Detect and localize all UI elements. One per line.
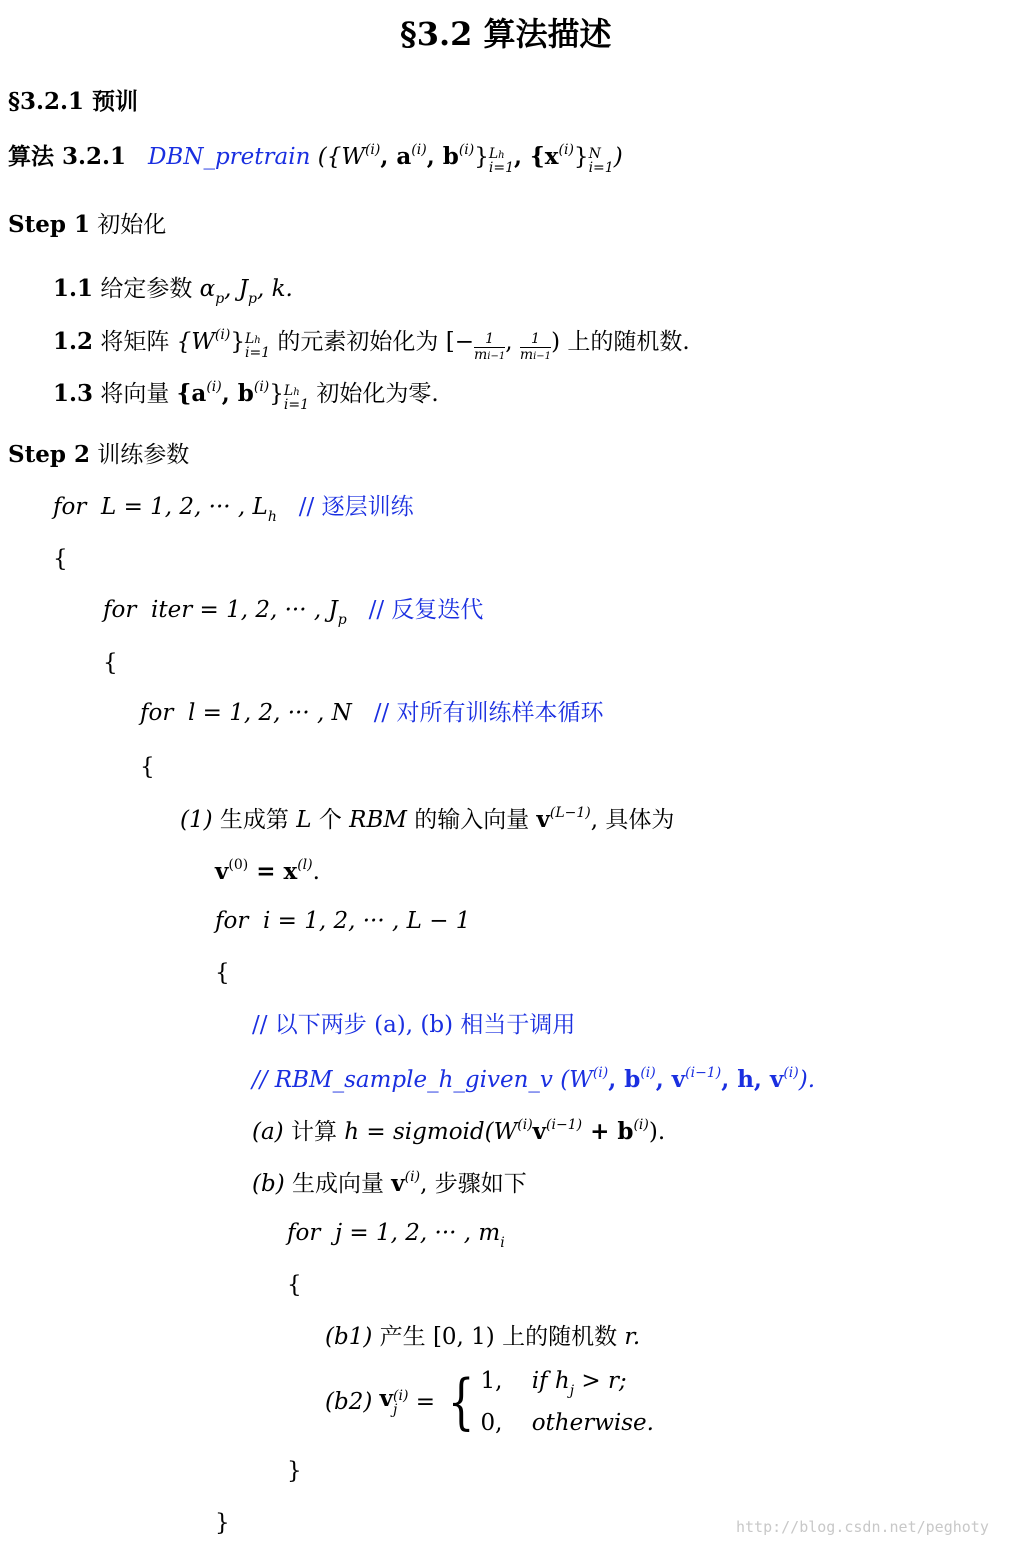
sub: p [215, 291, 225, 307]
text: 生成第 [219, 807, 289, 833]
algo-arg: ({W [317, 144, 365, 170]
sup: (i) [640, 1065, 656, 1081]
supsub [284, 384, 309, 412]
loop-expr: j = 1, 2, ··· , m [334, 1220, 501, 1246]
step-a [252, 1118, 665, 1144]
comment: , b [608, 1066, 641, 1093]
item-label: (b2) [325, 1388, 373, 1415]
sub-h: h [254, 335, 261, 346]
item-label: (b1) [325, 1324, 373, 1350]
sub-i1: i=1 [244, 345, 271, 361]
gen-input [180, 806, 674, 832]
loop-iter [103, 599, 483, 627]
supsub [245, 332, 270, 360]
sup: (i) [253, 379, 270, 395]
page-title: §3.2 算法描述 [400, 15, 612, 53]
brace-open-4: { [215, 960, 230, 986]
sub-i1: i=1 [588, 160, 614, 176]
sup-Lh: L [283, 383, 294, 399]
loop-samples [140, 702, 604, 725]
substep-text: 将矩阵 [100, 329, 170, 355]
math: , k. [256, 276, 293, 302]
sup: (l) [297, 857, 313, 873]
math: . [312, 859, 320, 885]
case-value: 0, [480, 1409, 503, 1436]
substep-text: 给定参数 [100, 276, 193, 302]
sup: (i) [633, 1117, 649, 1133]
step1-heading [8, 213, 166, 237]
sub: i [500, 1235, 505, 1251]
text: 上的随机数 [502, 1324, 618, 1350]
denominator: m [473, 347, 488, 363]
keyword-for: for [103, 597, 137, 623]
math: {a [176, 380, 207, 407]
sup: (i) [393, 1388, 409, 1405]
comment: // 反复迭代 [368, 597, 484, 623]
case-cond: if h [531, 1368, 570, 1394]
brace-close-5: } [287, 1458, 302, 1484]
numerator: 1 [520, 332, 551, 348]
text: 的输入向量 [414, 807, 530, 833]
supsub [589, 147, 614, 175]
brace-open-2: { [103, 650, 118, 676]
algo-arg: , a [380, 143, 412, 170]
algo-arg: ) [613, 144, 623, 170]
cases [481, 1362, 654, 1443]
substep-text: 上的随机数. [567, 329, 690, 355]
math: v [536, 806, 550, 833]
comment: // RBM_sample_h_given_v (W [252, 1067, 593, 1093]
denominator: m [519, 347, 534, 363]
cases-brace: { [448, 1367, 475, 1438]
brace-open-3: { [140, 754, 155, 780]
math: ) [551, 329, 561, 355]
item-label: (a) [252, 1119, 284, 1145]
math: L [296, 807, 312, 833]
substep-text: 的元素初始化为 [277, 329, 439, 355]
case-value: 1, [480, 1368, 503, 1394]
text: 生成向量 [291, 1171, 384, 1197]
sub: p [248, 291, 257, 307]
math: + b [582, 1118, 634, 1145]
sup-N: N [588, 146, 601, 162]
comment: , h, v [721, 1066, 784, 1093]
step-1-3 [53, 380, 439, 412]
step-text: 初始化 [97, 212, 167, 238]
loop-expr: i = 1, 2, ··· , L − 1 [262, 908, 471, 934]
case-1 [481, 1362, 654, 1404]
text: 计算 [290, 1119, 337, 1145]
math: } [230, 329, 245, 355]
sup: (i) [592, 1065, 609, 1081]
text: 产生 [379, 1324, 426, 1350]
comment: // 逐层训练 [298, 494, 414, 520]
sub-h: h [293, 387, 300, 398]
math: RBM [349, 807, 407, 833]
step2-heading [8, 443, 189, 467]
step-label: Step 1 [8, 211, 90, 238]
math: α [199, 276, 216, 302]
algo-arg: } [474, 144, 489, 170]
algo-arg: } [573, 144, 589, 170]
section-heading: §3.2.1 预训 [8, 88, 139, 115]
math: v [215, 858, 229, 885]
loop-expr: L = 1, 2, ··· , L [100, 494, 268, 520]
sub-h: h [498, 150, 505, 161]
keyword-for: for [140, 700, 174, 726]
sup: (i) [783, 1065, 799, 1081]
sup: (i) [558, 142, 574, 158]
math: = [415, 1388, 435, 1415]
loop-layer [53, 496, 414, 524]
substep-text: 将向量 [100, 381, 170, 407]
sup: (i−1) [685, 1065, 722, 1081]
step-b2 [325, 1362, 654, 1443]
sup: (i) [206, 379, 222, 395]
sup-Lh: L [488, 146, 499, 162]
step-text: 训练参数 [97, 442, 190, 468]
comment: , v [655, 1066, 686, 1093]
math: = x [248, 858, 298, 885]
sub: h [267, 509, 277, 525]
sub: j [569, 1383, 575, 1399]
substep-label: 1.2 [53, 328, 94, 355]
sub: p [337, 612, 347, 628]
keyword-for: for [287, 1220, 321, 1246]
keyword-for: for [53, 494, 87, 520]
step-label: Step 2 [8, 441, 90, 468]
sup: (i) [517, 1117, 533, 1133]
substep-label: 1.1 [53, 275, 94, 302]
algorithm-header [8, 143, 623, 175]
brace-close-4: } [215, 1510, 230, 1536]
loop-expr: l = 1, 2, ··· , N [187, 700, 352, 726]
keyword-for: for [215, 908, 249, 934]
substep-text: 初始化为零. [316, 381, 439, 407]
case-cond: > r; [574, 1368, 627, 1394]
math: [− [445, 329, 474, 355]
brace-open-1: { [53, 546, 68, 572]
numerator: 1 [474, 332, 505, 348]
step-b [252, 1170, 527, 1196]
loop-j [287, 1222, 505, 1250]
sub-i1: i=1 [283, 397, 310, 413]
math: } [269, 381, 284, 407]
supsub [393, 1389, 408, 1417]
comment-2 [252, 1066, 815, 1092]
sup: (i) [404, 1169, 421, 1185]
step-1-1 [53, 277, 293, 306]
watermark: http://blog.csdn.net/peghoty [736, 1518, 989, 1536]
comment: // 对所有训练样本循环 [373, 700, 604, 726]
math: h = sigmoid(W [344, 1119, 518, 1145]
algorithm-name: DBN_pretrain [147, 144, 311, 170]
fraction [520, 332, 551, 364]
sup: (i−1) [546, 1117, 583, 1133]
math: , J [224, 276, 248, 302]
case-cond: otherwise. [531, 1409, 654, 1436]
sup: (0) [228, 857, 249, 873]
sup-Lh: L [244, 331, 255, 347]
comment: ). [798, 1067, 816, 1093]
sub: j [393, 1402, 398, 1419]
math: ). [648, 1119, 666, 1145]
math: r. [624, 1324, 641, 1350]
text: , 具体为 [590, 807, 675, 833]
math: {W [176, 329, 215, 355]
denominator-sub: i−1 [533, 351, 552, 362]
math: v [391, 1170, 405, 1197]
v0-init [215, 858, 320, 884]
denominator-sub: i−1 [487, 351, 506, 362]
sup: (i) [411, 142, 427, 158]
math: v [532, 1118, 547, 1145]
loop-i [215, 910, 470, 933]
sup: (L−1) [549, 805, 591, 821]
text: 个 [318, 807, 342, 833]
sup: (i) [364, 142, 381, 158]
math: [0, 1) [432, 1324, 495, 1350]
math: , b [221, 380, 254, 407]
comment-1: // 以下两步 (a), (b) 相当于调用 [252, 1012, 576, 1038]
case-2 [481, 1404, 654, 1443]
sup: (i) [214, 327, 231, 343]
algo-arg: , {x [513, 143, 559, 170]
supsub [489, 147, 514, 175]
fraction [474, 332, 505, 364]
sub-i1: i=1 [488, 160, 514, 176]
brace-open-5: { [287, 1272, 302, 1298]
algorithm-label: 算法 3.2.1 [8, 143, 127, 170]
text: , 步骤如下 [420, 1171, 527, 1197]
item-label: (b) [252, 1171, 285, 1197]
math: v [379, 1385, 393, 1413]
substep-label: 1.3 [53, 380, 94, 407]
step-1-2: 1.2 将矩阵 $\{W^{(i)}\}$ Lh i=1 的元素初始化为 [− $\frac{1}{mi-1}$ , $\frac{1}{mi-1}$ ) 上的随机数. [53, 327, 690, 363]
item-label: (1) [180, 807, 213, 833]
loop-expr: iter = 1, 2, ··· , J [150, 597, 338, 623]
algo-arg: , b [426, 143, 459, 170]
sup: (i) [458, 142, 475, 158]
step-b1 [325, 1326, 640, 1349]
